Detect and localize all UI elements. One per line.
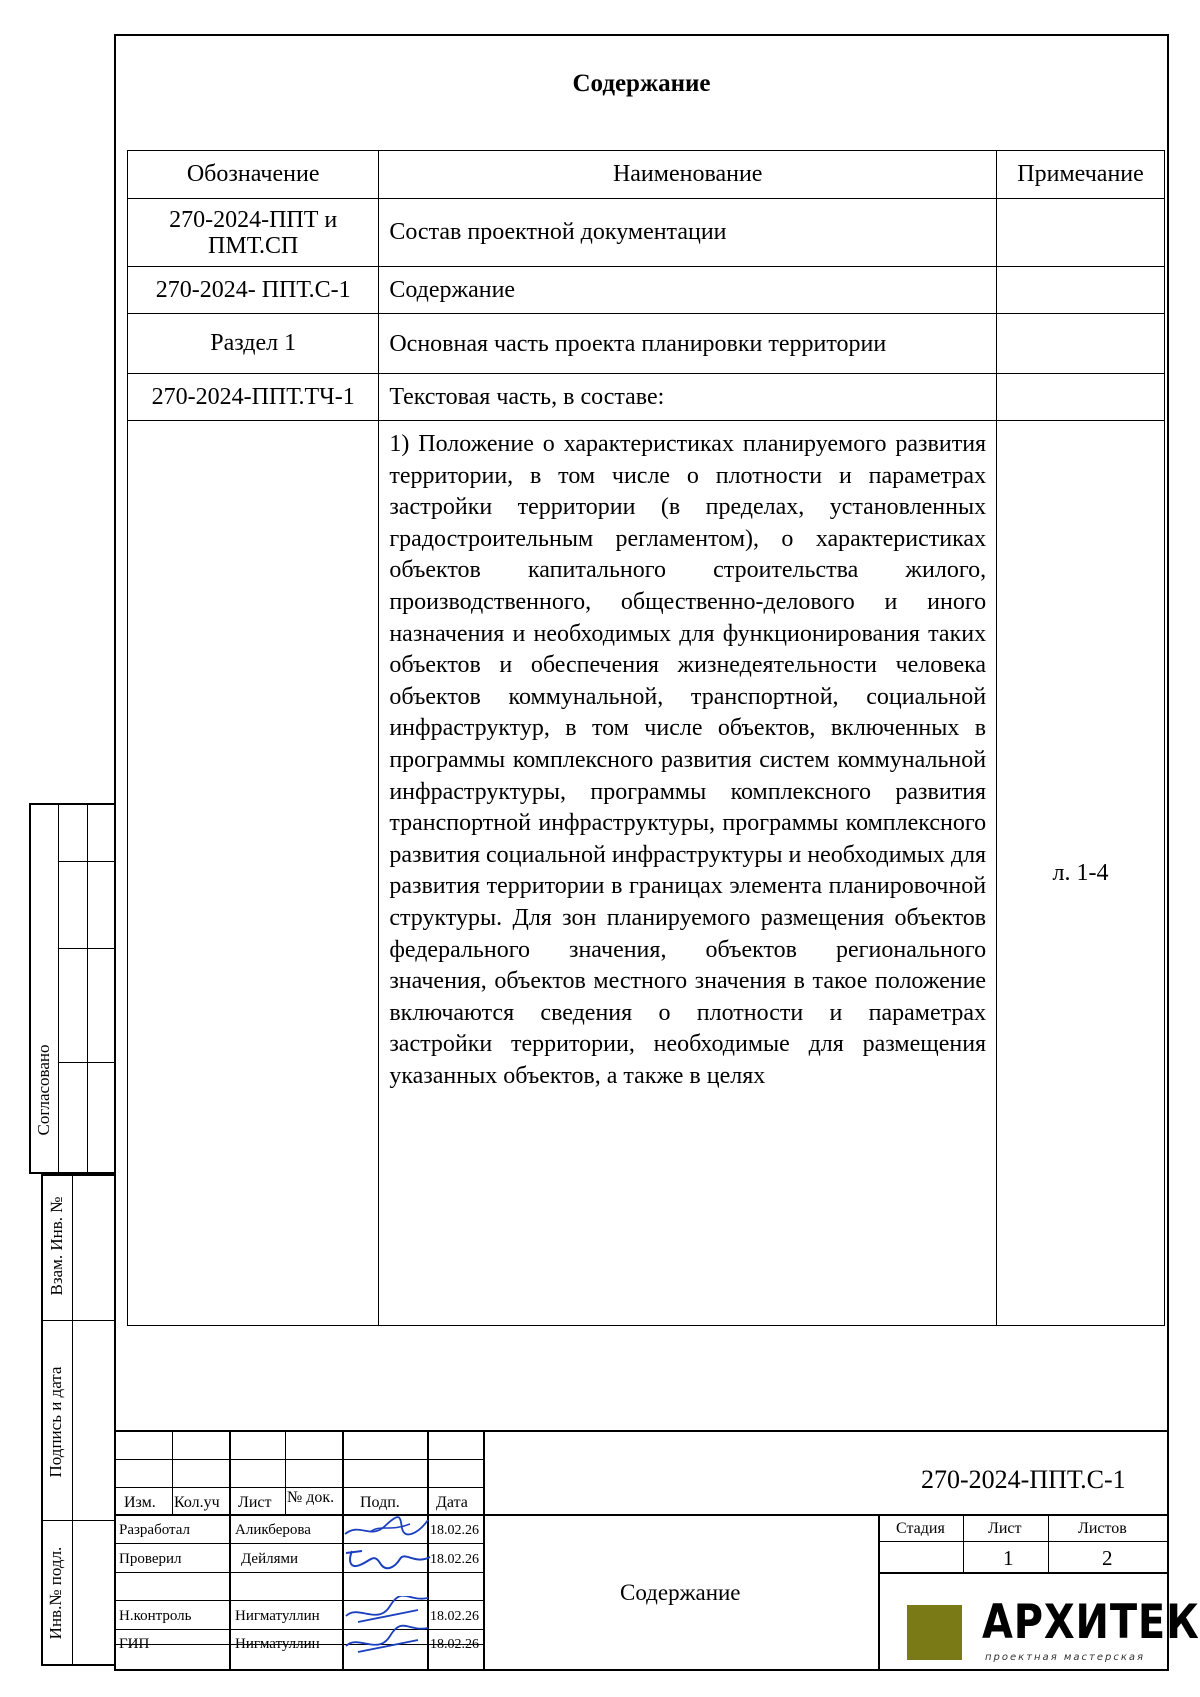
tb-person-name: Нигматуллин [235,1636,320,1652]
tb-divider [483,1430,485,1670]
table-row [128,199,1165,267]
table-row [128,267,1165,314]
contents-table [127,150,1165,1326]
sheets-count: 2 [1102,1546,1113,1570]
tb-line [229,1430,231,1670]
row-note [997,267,1165,314]
tb-sign-date: 18.02.26 [430,1609,479,1624]
side-line [87,803,88,1174]
header-note: Примечание [997,151,1165,199]
side-line [58,948,116,949]
tb-sign-date: 18.02.26 [430,1637,479,1652]
tb-person-name: Дейлями [241,1551,299,1567]
row-note [997,374,1165,421]
side-replacement-inv-label: Взам. Инв. № [47,1196,66,1296]
doc-code: 270-2024-ППТ.С-1 [921,1465,1126,1494]
side-line [58,1062,116,1063]
table-header-row [128,151,1165,199]
row-code: 270-2024- ППТ.С-1 [128,267,379,314]
side-line [41,1320,116,1321]
header-name: Наименование [379,151,997,199]
tb-list-label: Лист [238,1494,272,1511]
row-name: Основная часть проекта планировки территории [379,314,997,374]
row-note [997,199,1165,267]
company-logo-text: АРХИТЕК [982,1595,1200,1650]
tb-role: ГИП [119,1636,150,1652]
tb-date-label: Дата [436,1494,468,1511]
tb-line [172,1430,173,1514]
tb-doc-label: № док. [287,1489,335,1506]
tb-sign-date: 18.02.26 [430,1523,479,1538]
table-row [128,421,1165,1326]
tb-line [878,1572,1169,1574]
sheet-number: 1 [1003,1546,1014,1570]
side-line [72,1174,73,1666]
tb-kol-label: Кол.уч [174,1494,220,1511]
tb-top-border [114,1430,1169,1432]
side-signature-date-label: Подпись и дата [46,1366,65,1478]
side-line [41,1520,116,1521]
tb-role: Проверил [119,1551,182,1567]
sheet-label: Лист [988,1520,1022,1537]
tb-code-border [483,1514,1169,1516]
page-title: Содержание [572,70,711,97]
row-name-long: 1) Положение о характеристиках планируемого развития территории, в том числе о плотности и параметрах застройки территории (в пределах, установленных градостроительным регламентом), о характеристиках объектов капитального строительства жилого, производственного, общественно-делового и иного назначения и необходимых для функционирования таких объектов и обеспечения жизнедеятельности человека объектов коммунальной, транспортной, социальной инфраструктур, в том числе объектов, включенных в программы комплексного развития систем коммунальной инфраструктуры, программы комплексного развития транспортной инфраструктуры, программы комплексного развития социальной инфраструктуры и необходимых для развития территории в границах элемента планировочной структуры. Для зон планируемого размещения объектов федерального значения, объектов регионального значения, объектов местного значения в такое положение включаются сведения о плотности и параметрах застройки территории, необходимые для размещения указанных объектов, а также в целях [379,421,997,1326]
row-code [128,421,379,1326]
signature-mark [338,1596,438,1660]
table-row [128,374,1165,421]
company-logo-square [907,1605,962,1660]
side-line [58,803,59,1174]
signature-mark [340,1512,435,1546]
company-logo-subtitle: проектная мастерская [985,1652,1146,1663]
tb-line [285,1430,286,1514]
sheets-label: Листов [1078,1520,1127,1537]
tb-role: Н.контроль [119,1608,192,1624]
table-row [128,314,1165,374]
tb-divider [878,1514,880,1670]
row-name: Текстовая часть, в составе: [379,374,997,421]
sheet-name: Содержание [620,1580,741,1605]
row-code: Раздел 1 [128,314,379,374]
tb-person-name: Нигматуллин [235,1608,320,1624]
tb-podp-label: Подп. [360,1494,400,1511]
stage-label: Стадия [896,1520,945,1537]
tb-line [1048,1514,1049,1572]
tb-role: Разработал [119,1522,191,1538]
row-name: Состав проектной документации [379,199,997,267]
row-name: Содержание [379,267,997,314]
side-agreed-label: Согласовано [34,1044,53,1136]
signature-mark [340,1543,435,1573]
tb-person-name: Аликберова [235,1522,311,1538]
side-original-inv-label: Инв.№ подл. [46,1546,65,1640]
tb-line [963,1514,964,1572]
header-designation: Обозначение [128,151,379,199]
tb-izm-label: Изм. [124,1494,156,1511]
row-note: л. 1-4 [997,421,1165,1326]
tb-line [878,1541,1169,1542]
side-line [58,861,116,862]
row-code: 270-2024-ППТ и ПМТ.СП [128,199,379,267]
row-code: 270-2024-ППТ.ТЧ-1 [128,374,379,421]
row-note [997,314,1165,374]
tb-sign-date: 18.02.26 [430,1552,479,1567]
